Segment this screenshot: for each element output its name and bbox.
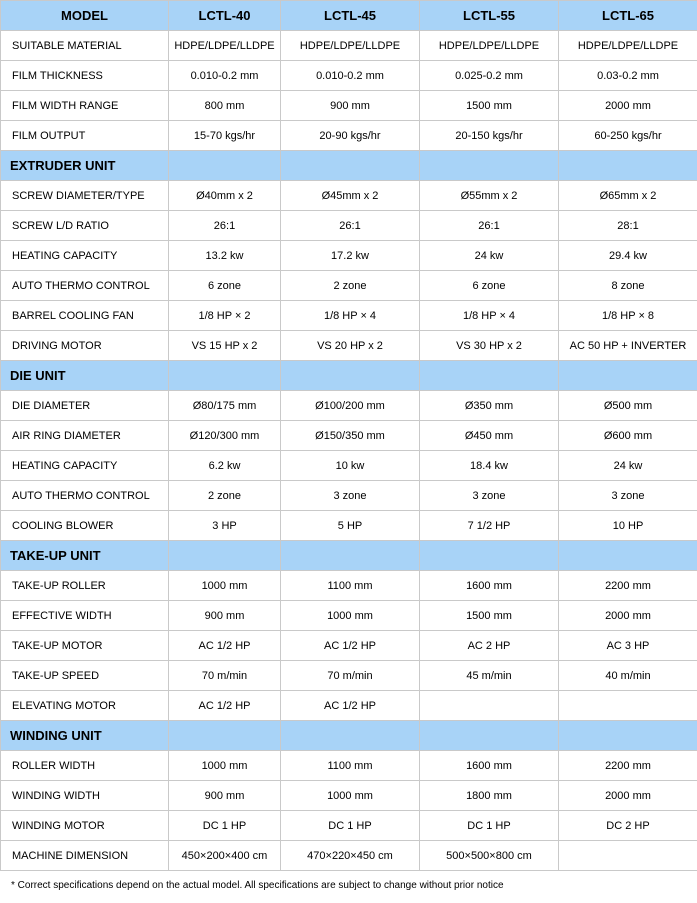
spec-row [1,571,697,601]
model-header-lctl-45: LCTL-45 [281,1,420,31]
spec-value: Ø120/300 mm [169,421,281,451]
spec-label: SCREW L/D RATIO [1,211,169,241]
spec-value: 1000 mm [281,781,420,811]
spec-label: AUTO THERMO CONTROL [1,271,169,301]
section-filler-cell [169,541,281,571]
spec-value: 3 zone [559,481,697,511]
spec-value: 450×200×400 cm [169,841,281,871]
section-filler-cell [420,151,559,181]
spec-value: HDPE/LDPE/LLDPE [281,31,420,61]
section-filler-cell [281,361,420,391]
spec-value: AC 1/2 HP [169,631,281,661]
spec-row [1,511,697,541]
spec-value: Ø600 mm [559,421,697,451]
spec-value: Ø55mm x 2 [420,181,559,211]
spec-value: 0.010-0.2 mm [169,61,281,91]
spec-row [1,31,697,61]
spec-value [559,691,697,721]
spec-value: Ø100/200 mm [281,391,420,421]
spec-value: 2 zone [281,271,420,301]
spec-value: HDPE/LDPE/LLDPE [559,31,697,61]
spec-value: 7 1/2 HP [420,511,559,541]
spec-label: DRIVING MOTOR [1,331,169,361]
spec-value: 10 HP [559,511,697,541]
spec-value: 1/8 HP × 8 [559,301,697,331]
spec-label: COOLING BLOWER [1,511,169,541]
spec-value: 28:1 [559,211,697,241]
spec-row [1,61,697,91]
spec-value: 8 zone [559,271,697,301]
model-header-lctl-65: LCTL-65 [559,1,697,31]
section-filler-cell [420,721,559,751]
spec-row [1,691,697,721]
spec-row [1,631,697,661]
spec-value: AC 3 HP [559,631,697,661]
spec-row [1,271,697,301]
spec-value: 70 m/min [169,661,281,691]
spec-label: AIR RING DIAMETER [1,421,169,451]
spec-value: 5 HP [281,511,420,541]
spec-value: 6 zone [420,271,559,301]
spec-row [1,211,697,241]
spec-row [1,811,697,841]
spec-value: Ø65mm x 2 [559,181,697,211]
spec-value: 40 m/min [559,661,697,691]
spec-row [1,781,697,811]
spec-value: 60-250 kgs/hr [559,121,697,151]
section-filler-cell [559,151,697,181]
spec-value: 29.4 kw [559,241,697,271]
spec-label: TAKE-UP ROLLER [1,571,169,601]
spec-value: 900 mm [169,781,281,811]
spec-value: AC 50 HP + INVERTER [559,331,697,361]
spec-label: TAKE-UP MOTOR [1,631,169,661]
spec-label: BARREL COOLING FAN [1,301,169,331]
spec-value: 0.010-0.2 mm [281,61,420,91]
spec-value: HDPE/LDPE/LLDPE [420,31,559,61]
section-header-row [1,721,697,751]
spec-value: 2200 mm [559,751,697,781]
spec-value: DC 1 HP [420,811,559,841]
section-title: WINDING UNIT [1,721,169,751]
spec-label: SUITABLE MATERIAL [1,31,169,61]
spec-value: Ø80/175 mm [169,391,281,421]
spec-value: Ø500 mm [559,391,697,421]
spec-value: HDPE/LDPE/LLDPE [169,31,281,61]
spec-value: 0.03-0.2 mm [559,61,697,91]
spec-label: WINDING WIDTH [1,781,169,811]
spec-value: 10 kw [281,451,420,481]
spec-value: 3 HP [169,511,281,541]
spec-value: 800 mm [169,91,281,121]
spec-value: 2000 mm [559,601,697,631]
spec-value: DC 1 HP [281,811,420,841]
spec-value: 1000 mm [169,751,281,781]
spec-label: EFFECTIVE WIDTH [1,601,169,631]
spec-value: AC 1/2 HP [281,631,420,661]
spec-row [1,481,697,511]
spec-value: VS 15 HP x 2 [169,331,281,361]
spec-value: 1/8 HP × 4 [420,301,559,331]
spec-label: MACHINE DIMENSION [1,841,169,871]
spec-value: Ø150/350 mm [281,421,420,451]
spec-value: 6.2 kw [169,451,281,481]
spec-value: DC 1 HP [169,811,281,841]
spec-value: 470×220×450 cm [281,841,420,871]
section-filler-cell [169,361,281,391]
spec-value: 26:1 [420,211,559,241]
spec-value: 18.4 kw [420,451,559,481]
section-header-row [1,151,697,181]
section-filler-cell [169,721,281,751]
spec-value: 1800 mm [420,781,559,811]
spec-value: 17.2 kw [281,241,420,271]
spec-label: FILM OUTPUT [1,121,169,151]
spec-row [1,661,697,691]
spec-value: Ø450 mm [420,421,559,451]
spec-row [1,751,697,781]
spec-label: HEATING CAPACITY [1,451,169,481]
spec-value: 900 mm [281,91,420,121]
spec-value: 2000 mm [559,781,697,811]
spec-value: 2200 mm [559,571,697,601]
spec-value: AC 2 HP [420,631,559,661]
spec-row [1,601,697,631]
spec-row [1,91,697,121]
spec-value: 6 zone [169,271,281,301]
footnote: * Correct specifications depend on the actual model. All specifications are subject to change without prior notice [11,880,504,891]
spec-row [1,451,697,481]
model-header-lctl-40: LCTL-40 [169,1,281,31]
spec-value: 0.025-0.2 mm [420,61,559,91]
spec-value: 1000 mm [281,601,420,631]
spec-value: AC 1/2 HP [169,691,281,721]
spec-value: 1500 mm [420,601,559,631]
spec-value: 13.2 kw [169,241,281,271]
spec-label: SCREW DIAMETER/TYPE [1,181,169,211]
spec-value: 20-90 kgs/hr [281,121,420,151]
spec-row [1,181,697,211]
section-filler-cell [559,541,697,571]
spec-value: 20-150 kgs/hr [420,121,559,151]
spec-value: 3 zone [420,481,559,511]
section-filler-cell [559,721,697,751]
spec-label: FILM WIDTH RANGE [1,91,169,121]
section-filler-cell [169,151,281,181]
spec-value: 24 kw [420,241,559,271]
spec-value: 1100 mm [281,751,420,781]
spec-value: Ø350 mm [420,391,559,421]
spec-value: AC 1/2 HP [281,691,420,721]
spec-label: ROLLER WIDTH [1,751,169,781]
section-filler-cell [559,361,697,391]
model-header-label: MODEL [1,1,169,31]
header-row [1,1,697,31]
spec-value: 26:1 [169,211,281,241]
spec-value: 2 zone [169,481,281,511]
spec-label: AUTO THERMO CONTROL [1,481,169,511]
spec-value: Ø40mm x 2 [169,181,281,211]
spec-value: 70 m/min [281,661,420,691]
spec-value: 26:1 [281,211,420,241]
spec-value [559,841,697,871]
section-title: DIE UNIT [1,361,169,391]
spec-value: 2000 mm [559,91,697,121]
spec-label: TAKE-UP SPEED [1,661,169,691]
spec-value: 1600 mm [420,751,559,781]
spec-row [1,841,697,871]
section-filler-cell [420,361,559,391]
spec-label: DIE DIAMETER [1,391,169,421]
section-header-row [1,541,697,571]
spec-table-body [1,31,697,871]
section-title: TAKE-UP UNIT [1,541,169,571]
spec-value: DC 2 HP [559,811,697,841]
spec-value: 1600 mm [420,571,559,601]
section-header-row [1,361,697,391]
spec-label: HEATING CAPACITY [1,241,169,271]
spec-value: VS 20 HP x 2 [281,331,420,361]
spec-label: WINDING MOTOR [1,811,169,841]
spec-value: 1000 mm [169,571,281,601]
spec-value: 45 m/min [420,661,559,691]
spec-value: Ø45mm x 2 [281,181,420,211]
spec-row [1,301,697,331]
spec-row [1,241,697,271]
section-filler-cell [420,541,559,571]
spec-value: 1100 mm [281,571,420,601]
spec-value: 3 zone [281,481,420,511]
spec-row [1,421,697,451]
model-header-lctl-55: LCTL-55 [420,1,559,31]
spec-row [1,391,697,421]
section-filler-cell [281,541,420,571]
spec-value: 1/8 HP × 2 [169,301,281,331]
spec-value [420,691,559,721]
spec-value: 15-70 kgs/hr [169,121,281,151]
spec-value: 500×500×800 cm [420,841,559,871]
section-filler-cell [281,721,420,751]
spec-label: FILM THICKNESS [1,61,169,91]
spec-row [1,331,697,361]
spec-value: 900 mm [169,601,281,631]
spec-value: 1/8 HP × 4 [281,301,420,331]
section-filler-cell [281,151,420,181]
section-title: EXTRUDER UNIT [1,151,169,181]
spec-value: 24 kw [559,451,697,481]
spec-row [1,121,697,151]
spec-label: ELEVATING MOTOR [1,691,169,721]
spec-value: VS 30 HP x 2 [420,331,559,361]
spec-value: 1500 mm [420,91,559,121]
